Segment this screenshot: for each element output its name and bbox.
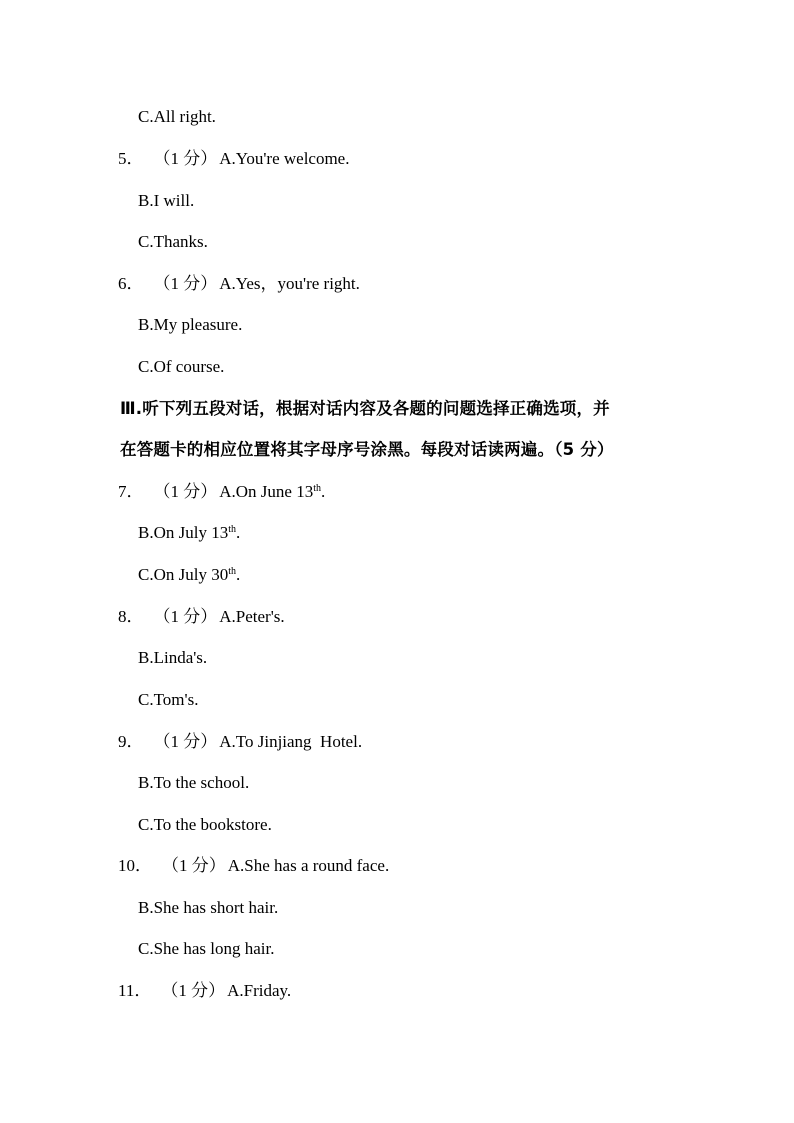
question-10	[118, 856, 389, 876]
period: .	[236, 523, 241, 542]
q7-option-b: B.On July 13	[138, 523, 229, 542]
question-number: 7．	[118, 482, 144, 501]
question-score: （1 分）	[153, 149, 218, 168]
question-number: 9．	[118, 732, 144, 751]
question-score: （1 分）	[153, 482, 218, 501]
section-3-instructions-line-2: 在答题卡的相应位置将其字母序号涂黑。每段对话读两遍。（5 分）	[120, 440, 614, 459]
q10-option-b: B.She has short hair.	[138, 898, 279, 917]
q7-option-b-line	[138, 523, 240, 543]
period: .	[236, 565, 241, 584]
q5-option-a: A.You're welcome.	[219, 149, 350, 168]
q8-option-b: B.Linda's.	[138, 648, 208, 667]
question-5	[118, 149, 349, 169]
question-score: （1 分）	[161, 981, 226, 1000]
question-11	[118, 981, 291, 1001]
q9-option-c: C.To the bookstore.	[138, 815, 272, 834]
question-7	[118, 482, 325, 502]
question-score: （1 分）	[153, 607, 218, 626]
question-score: （1 分）	[162, 856, 226, 875]
question-score: （1 分）	[153, 274, 218, 293]
question-6	[118, 274, 360, 294]
question-9	[118, 732, 362, 752]
q8-option-a: A.Peter's.	[219, 607, 285, 626]
question-number: 8．	[118, 607, 144, 626]
ordinal-suffix: th	[228, 566, 236, 577]
q7-option-c-line	[138, 565, 240, 585]
section-3-instructions-line-1: Ⅲ.听下列五段对话，根据对话内容及各题的问题选择正确选项，并	[120, 399, 610, 418]
q8-option-c: C.Tom's.	[138, 690, 199, 709]
question-number: 5．	[118, 149, 144, 168]
question-score: （1 分）	[153, 732, 218, 751]
question-8	[118, 607, 285, 627]
q7-option-a: A.On June 13	[219, 482, 314, 501]
q5-option-b: B.I will.	[138, 191, 195, 210]
q6-option-c: C.Of course.	[138, 357, 225, 376]
q5-option-c: C.Thanks.	[138, 232, 208, 251]
q6-option-b: B.My pleasure.	[138, 315, 243, 334]
ordinal-suffix: th	[313, 483, 321, 494]
ordinal-suffix: th	[228, 524, 236, 535]
q7-option-c: C.On July 30	[138, 565, 229, 584]
q6-option-a: A.Yes，you're right.	[219, 274, 360, 293]
question-number: 10．	[118, 856, 152, 875]
q11-option-a: A.Friday.	[227, 981, 292, 1000]
q10-option-c: C.She has long hair.	[138, 939, 275, 958]
q9-option-a: A.To Jinjiang Hotel.	[219, 732, 363, 751]
period: .	[321, 482, 326, 501]
q4-option-c: C.All right.	[138, 107, 216, 126]
q10-option-a: A.She has a round face.	[227, 856, 390, 875]
question-number: 6．	[118, 274, 144, 293]
q9-option-b: B.To the school.	[138, 773, 250, 792]
question-number: 11．	[118, 981, 152, 1000]
